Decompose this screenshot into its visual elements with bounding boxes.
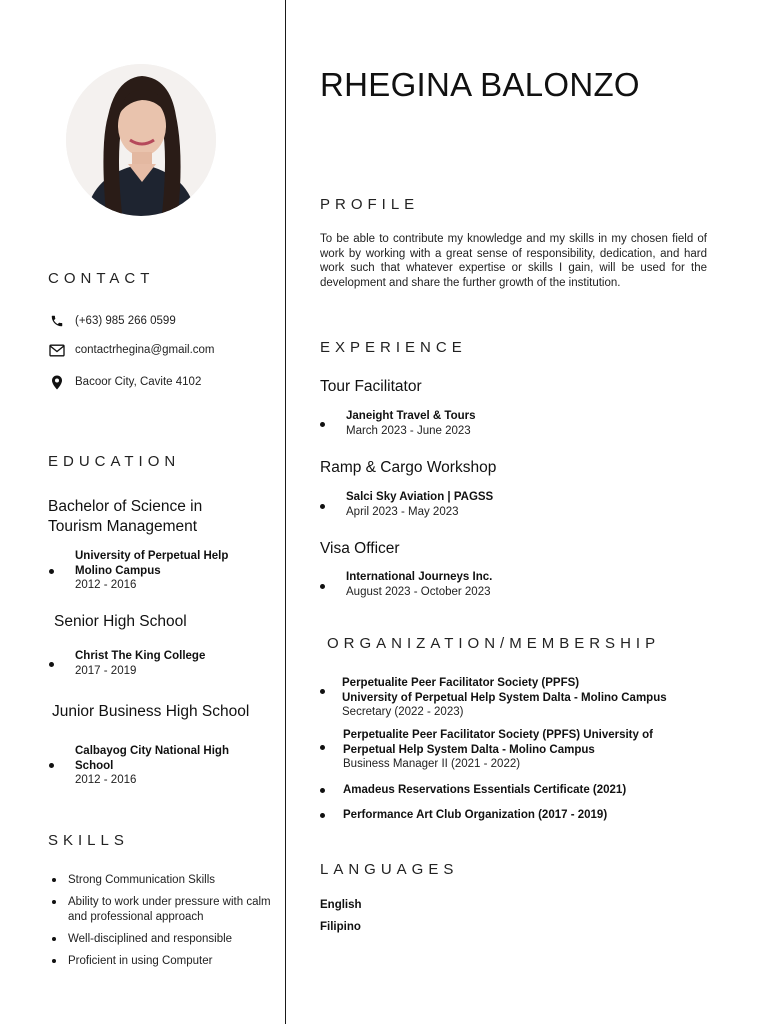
organization-heading: ORGANIZATION/MEMBERSHIP: [327, 635, 661, 652]
job-details: [346, 570, 492, 599]
email-address: contactrhegina@gmail.com: [75, 344, 215, 356]
company-name: International Journeys Inc.: [346, 571, 493, 583]
degree-line-2: Tourism Management: [48, 518, 198, 535]
list-item: Well-disciplined and responsible: [50, 932, 278, 947]
job-dates: April 2023 - May 2023: [346, 505, 459, 518]
organization-item: Performance Art Club Organization (2017 - 2019): [343, 809, 608, 821]
job-title: Visa Officer: [320, 540, 400, 557]
column-divider: [285, 0, 286, 1024]
organization-item: [343, 728, 653, 772]
education-bullet: [49, 763, 54, 768]
phone-icon: [48, 313, 65, 329]
contact-email: [48, 342, 215, 358]
education-bullet: [49, 662, 54, 667]
experience-heading: EXPERIENCE: [320, 339, 467, 356]
profile-heading: PROFILE: [320, 196, 420, 213]
school-years: 2017 - 2019: [75, 664, 137, 677]
school-years: 2012 - 2016: [75, 774, 137, 786]
job-details: [346, 490, 493, 519]
org-line-2: Perpetual Help System Dalta - Molino Campus: [343, 743, 595, 756]
education-school-1: [75, 549, 228, 593]
location-pin-icon: [48, 374, 65, 390]
org-role: Business Manager II (2021 - 2022): [343, 758, 521, 770]
organization-bullet: [320, 689, 325, 694]
education-school-2: [75, 649, 205, 678]
address: Bacoor City, Cavite 4102: [75, 376, 202, 388]
list-item: Proficient in using Computer: [50, 954, 278, 969]
skills-list: [50, 873, 278, 976]
profile-photo: [66, 64, 216, 216]
school-line-2: School: [75, 759, 114, 772]
org-role: Secretary (2022 - 2023): [342, 706, 464, 718]
organization-bullet: [320, 788, 325, 793]
education-degree-2: Senior High School: [54, 613, 187, 630]
degree-line-1: Bachelor of Science in: [48, 498, 203, 515]
organization-bullet: [320, 813, 325, 818]
education-bullet: [49, 569, 54, 574]
skills-heading: SKILLS: [48, 832, 129, 849]
education-heading: EDUCATION: [48, 453, 181, 470]
contact-heading: CONTACT: [48, 270, 155, 287]
org-line-2: University of Perpetual Help System Dalta - Molino Campus: [342, 691, 667, 704]
job-dates: March 2023 - June 2023: [346, 424, 471, 437]
school-line-1: Calbayog City National High: [75, 745, 229, 757]
mail-icon: [48, 342, 65, 358]
job-details: [346, 409, 476, 438]
education-school-3: [75, 744, 229, 788]
profile-text: To be able to contribute my knowledge and my skills in my chosen field of work by working with a great sense of responsibility, dedication, and hard work such that whatever expertise or skills I gain, will be used for the development and share the further growth of the institution.: [320, 233, 707, 289]
company-name: Salci Sky Aviation | PAGSS: [346, 491, 494, 503]
school-name: Christ The King College: [75, 650, 206, 662]
school-years: 2012 - 2016: [75, 579, 137, 591]
language-item: Filipino: [320, 921, 361, 933]
experience-bullet: [320, 422, 325, 427]
experience-bullet: [320, 504, 325, 509]
organization-item: Amadeus Reservations Essentials Certificate (2021): [343, 784, 627, 796]
organization-bullet: [320, 745, 325, 750]
languages-heading: LANGUAGES: [320, 861, 459, 878]
list-item: Ability to work under pressure with calm and professional approach: [50, 895, 278, 924]
job-title: Ramp & Cargo Workshop: [320, 459, 497, 476]
school-line-1: University of Perpetual Help: [75, 550, 229, 562]
list-item: Strong Communication Skills: [50, 873, 278, 888]
school-line-2: Molino Campus: [75, 564, 161, 577]
org-line-1: Perpetualite Peer Facilitator Society (PPFS): [342, 677, 580, 689]
job-dates: August 2023 - October 2023: [346, 585, 491, 598]
phone-number: (+63) 985 266 0599: [75, 315, 176, 327]
job-title: Tour Facilitator: [320, 378, 422, 395]
contact-phone: [48, 313, 176, 329]
org-line-1: Perpetualite Peer Facilitator Society (PPFS) University of: [343, 729, 653, 741]
education-degree-3: Junior Business High School: [52, 703, 250, 720]
education-degree-1: [48, 497, 202, 537]
contact-address: [48, 374, 201, 390]
page-title: RHEGINA BALONZO: [320, 66, 640, 103]
company-name: Janeight Travel & Tours: [346, 410, 476, 422]
language-item: English: [320, 899, 362, 911]
organization-item: [342, 676, 667, 720]
experience-bullet: [320, 584, 325, 589]
